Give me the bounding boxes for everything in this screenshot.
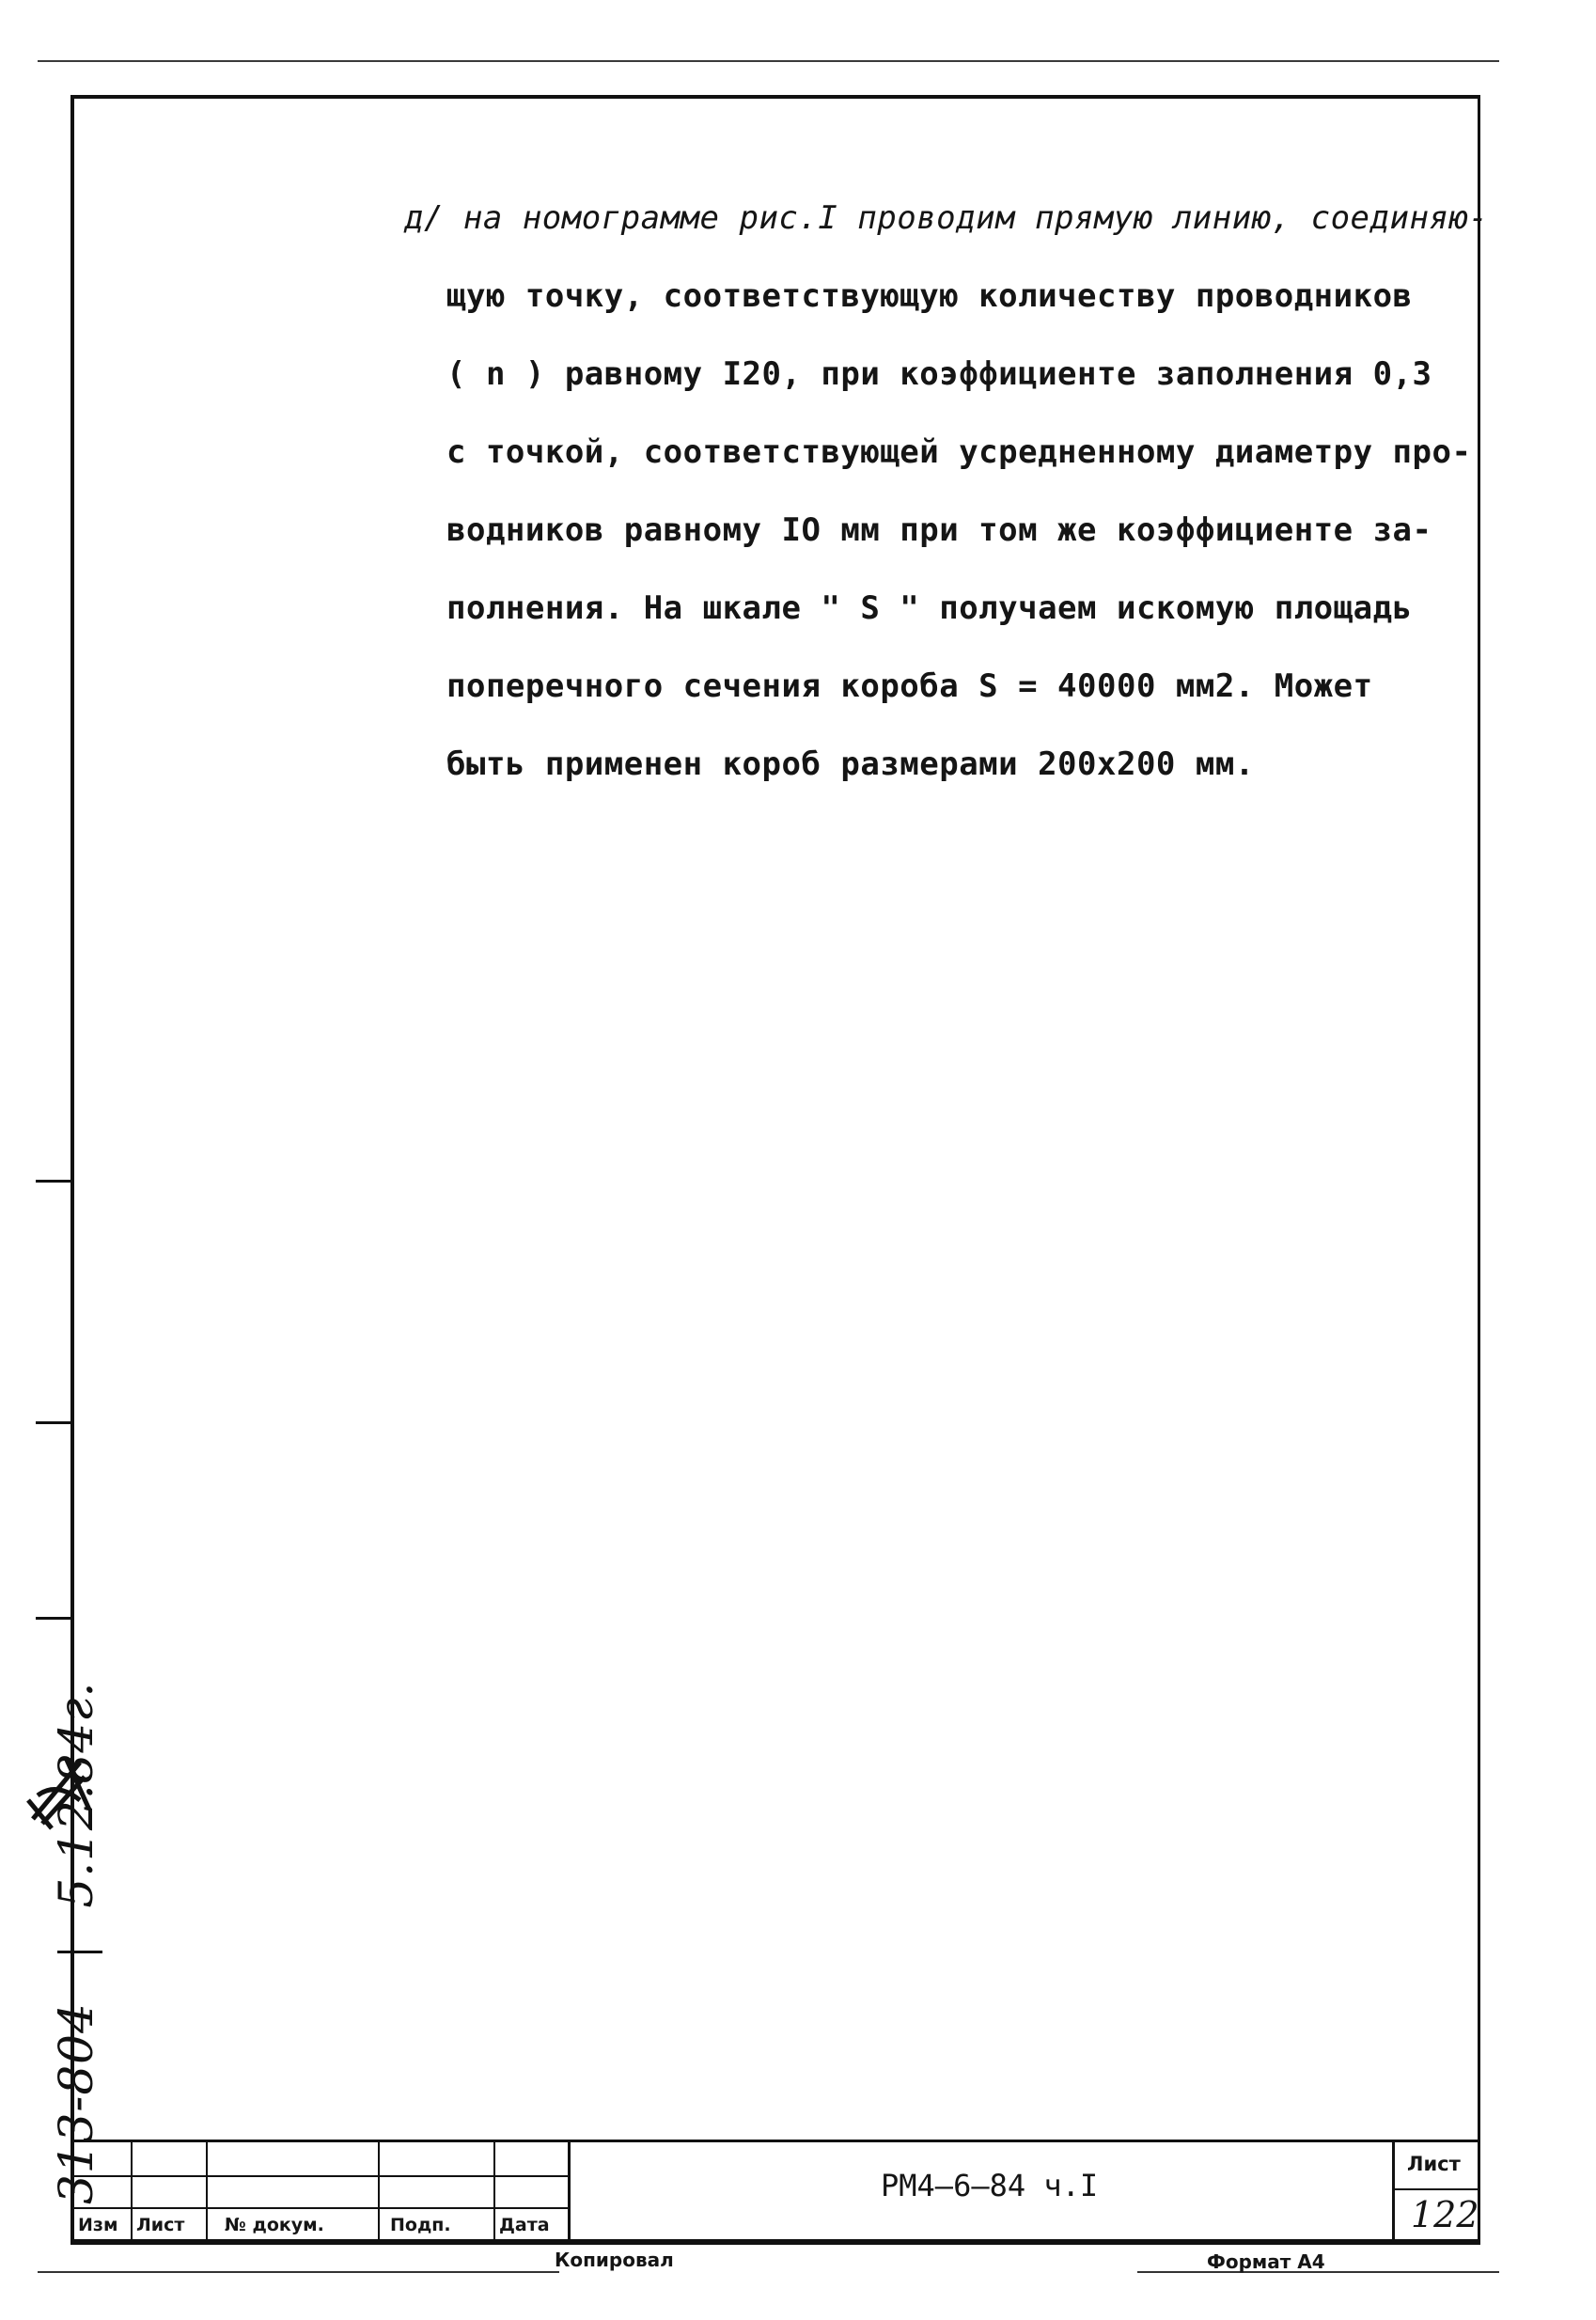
copied-label: Копировал — [555, 2249, 674, 2271]
col-doc-number: № докум. — [225, 2215, 324, 2235]
text-line-4: с точкой, соответствующей усредненному диаметру про- — [446, 433, 1472, 471]
col-date: Дата — [499, 2215, 550, 2235]
top-rule — [38, 60, 1499, 62]
col-sheet: Лист — [136, 2215, 185, 2235]
title-block — [74, 2140, 1478, 2241]
margin-tick — [36, 1421, 71, 1424]
margin-tick — [36, 1617, 71, 1620]
sheet-number: 122 — [1411, 2194, 1479, 2235]
text-line-5: водников равному IO мм при том же коэффициенте за- — [446, 511, 1432, 549]
text-line-7: поперечного сечения короба S = 40000 мм2. Может — [446, 667, 1373, 705]
margin-tick — [36, 1180, 71, 1183]
document-code: РМ4–6–84 ч.I — [881, 2168, 1099, 2203]
stamp-date: 5.12.84г. — [49, 1681, 103, 1908]
sheet-label: Лист — [1407, 2153, 1461, 2175]
bottom-rule-left — [38, 2271, 559, 2273]
text-line-1: д/ на номограмме рис.I проводим прямую линию, соединяю- — [404, 199, 1489, 237]
drawing-frame — [70, 95, 1480, 2245]
signature-mark — [14, 1744, 99, 1833]
text-line-3: ( n ) равному I20, при коэффициенте заполнения 0,3 — [446, 355, 1432, 393]
text-line-8: быть применен короб размерами 200х200 мм. — [446, 745, 1255, 783]
col-signature: Подп. — [390, 2215, 451, 2235]
text-line-2: щую точку, соответствующую количеству проводников — [446, 277, 1413, 315]
col-change: Изм — [78, 2215, 118, 2235]
text-line-6: полнения. На шкале " S " получаем искомую площадь — [446, 589, 1413, 627]
format-label: Формат А4 — [1207, 2250, 1325, 2273]
inventory-number: 313-804 — [49, 2002, 103, 2204]
